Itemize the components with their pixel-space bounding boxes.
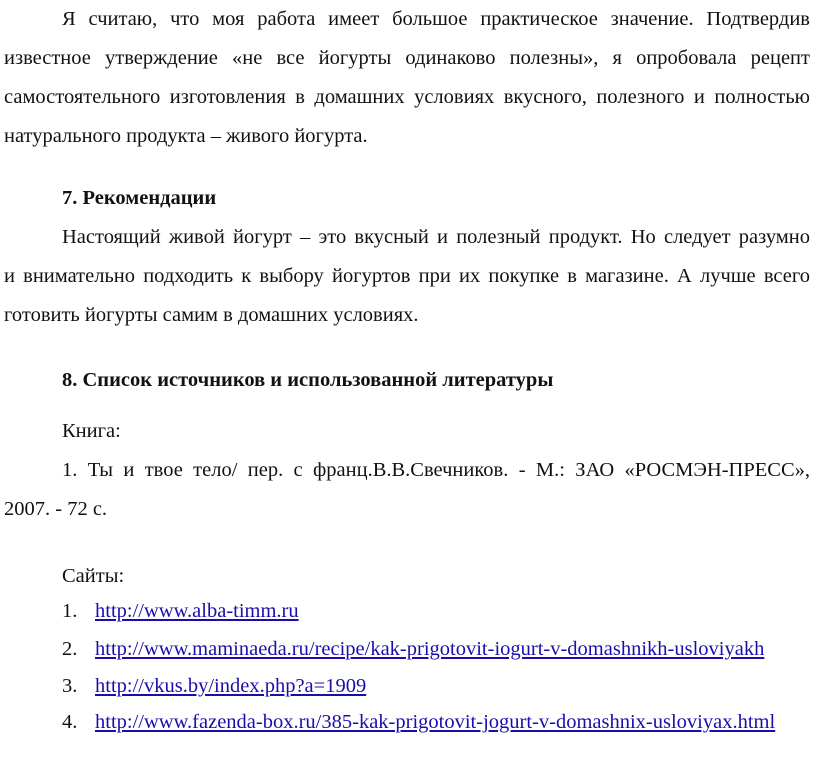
site-number-1: 1.: [62, 600, 78, 622]
section-8-heading: 8. Список источников и использованной литературы: [62, 369, 554, 391]
book-line-1: 1. Ты и твое тело/ пер. с франц.В.В.Свечников. - М.: ЗАО «РОСМЭН-ПРЕСС»,: [62, 459, 810, 481]
site-number-4: 4.: [62, 711, 78, 733]
site-link-3[interactable]: http://vkus.by/index.php?a=1909: [95, 675, 367, 697]
site-number-2: 2.: [62, 638, 78, 660]
intro-line-4: натурального продукта – живого йогурта.: [4, 125, 368, 147]
sites-label: Сайты:: [62, 565, 125, 587]
section-7-line-3: готовить йогурты самим в домашних условиях.: [4, 304, 419, 326]
site-link-2[interactable]: http://www.maminaeda.ru/recipe/kak-prigotovit-iogurt-v-domashnikh-usloviyakh: [95, 638, 765, 660]
section-7-heading: 7. Рекомендации: [62, 187, 217, 209]
section-7-line-1: Настоящий живой йогурт – это вкусный и полезный продукт. Но следует разумно: [62, 226, 810, 248]
book-line-2: 2007. - 72 с.: [4, 498, 108, 520]
site-number-3: 3.: [62, 675, 78, 697]
section-7-line-2: и внимательно подходить к выбору йогуртов при их покупке в магазине. А лучше всего: [4, 265, 810, 287]
intro-line-2: известное утверждение «не все йогурты одинаково полезны», я опробовала рецепт: [4, 47, 810, 69]
intro-line-3: самостоятельного изготовления в домашних условиях вкусного, полезного и полностью: [4, 86, 810, 108]
site-link-4[interactable]: http://www.fazenda-box.ru/385-kak-prigotovit-jogurt-v-domashnix-usloviyax.html: [95, 711, 776, 733]
site-link-1[interactable]: http://www.alba-timm.ru: [95, 600, 299, 622]
intro-line-1: Я считаю, что моя работа имеет большое практическое значение. Подтвердив: [62, 8, 810, 30]
book-label: Книга:: [62, 420, 121, 442]
